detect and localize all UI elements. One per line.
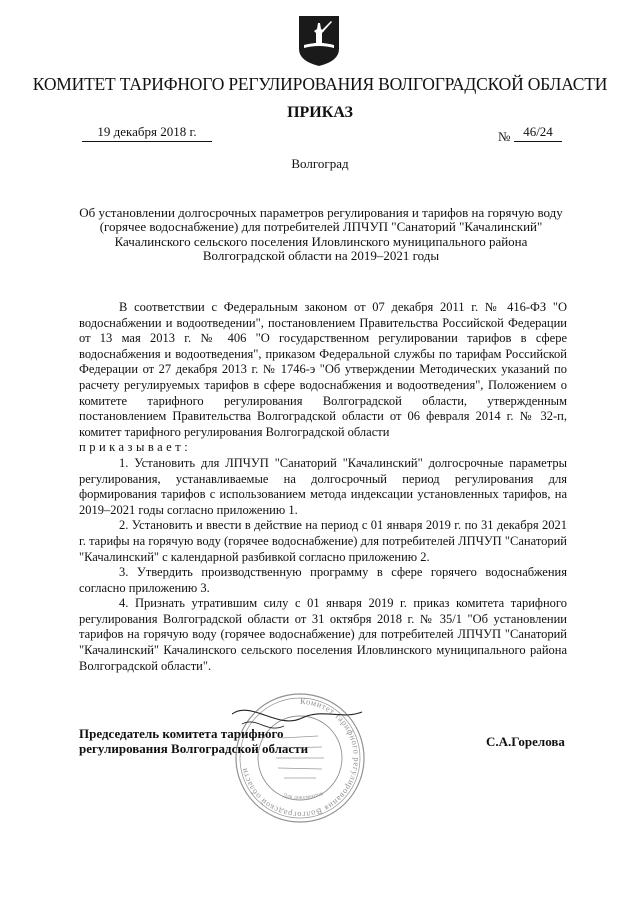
seal-inner-text: Для документов: [282, 791, 324, 802]
subject-line: Волгоградской области на 2019–2021 годы: [202, 248, 440, 264]
document-city: Волгоград: [291, 156, 349, 171]
subject-line: Об установлении долгосрочных параметров регулирования и тарифов на горячую воду: [79, 205, 563, 220]
subject-line: (горячее водоснабжение) для потребителей ЛПЧУП "Санаторий "Качалинский": [99, 219, 543, 235]
signer-title-line: Председатель комитета тарифного: [79, 726, 284, 741]
seal-outer-text: Комитет тарифного регулирования Волгоградской области: [238, 695, 362, 821]
document-type: ПРИКАЗ: [287, 104, 353, 121]
order-item: 2. Установить и ввести в действие на период с 01 января 2019 г. по 31 декабря 2021 г. тарифы на горячую воду (горячее водоснабжение) для потребителей ЛПЧУП "Санаторий "Качалинский" с календарной разбивкой согласно приложению 2.: [79, 518, 567, 564]
order-item: 1. Установить для ЛПЧУП "Санаторий "Качалинский" долгосрочные параметры регулирования, устанавливаемые на долгосрочный период регулирования для формирования тарифов с использованием метода индексации установленных тарифов, на 2019–2021 годы согласно приложению 1.: [79, 455, 567, 517]
subject-line: Качалинского сельского поселения Иловлинского муниципального района: [114, 233, 528, 249]
document-date: 19 декабря 2018 г.: [82, 124, 212, 142]
coat-of-arms-icon: [298, 15, 340, 67]
order-item: 4. Признать утратившим силу с 01 января 2019 г. приказ комитета тарифного регулирования Волгоградской области от 31 октября 2018 г. № 35/1 "Об установлении тарифов на горячую воду (горячее водоснабжение) для потребителей ЛПЧУП "Санаторий "Качалинский" Качалинского сельского поселения Иловлинского муниципального района Волгоградской области".: [79, 596, 567, 673]
svg-text:Для документов: [282, 791, 324, 801]
signer-title-line: регулирования Волгоградской области: [79, 740, 309, 756]
document-number: 46/24: [514, 124, 562, 142]
order-item: 3. Утвердить производственную программу в сфере горячего водоснабжения согласно приложению 3.: [79, 565, 567, 595]
committee-name: КОМИТЕТ ТАРИФНОГО РЕГУЛИРОВАНИЯ ВОЛГОГРАДСКОЙ ОБЛАСТИ: [32, 74, 608, 94]
number-label: №: [498, 129, 511, 144]
document-subject: [76, 206, 566, 264]
preamble-paragraph: В соответствии с Федеральным законом от 07 декабря 2011 г. № 416-ФЗ "О водоснабжении и водоотведении", постановлением Правительства Российской Федерации от 13 мая 2013 г. № 406 "О государственном регулировании тарифов в сфере водоснабжения и водоотведения", приказом Федеральной службы по тарифам Российской Федерации от 27 декабря 2013 г. № 1746-э "Об утверждении Методических указаний по расчету регулируемых тарифов в сфере водоснабжения и водоотведения", Положением о комитете тарифного регулирования Волгоградской области, утвержденным постановлением Правительства Волгоградской области от 06 февраля 2014 г. № 32-п, комитет тарифного регулирования Волгоградской области: [79, 300, 567, 439]
document-body: [79, 300, 567, 674]
orders-word: приказывает:: [79, 440, 192, 455]
official-seal: [232, 690, 368, 826]
signer-name: С.А.Горелова: [486, 734, 565, 749]
